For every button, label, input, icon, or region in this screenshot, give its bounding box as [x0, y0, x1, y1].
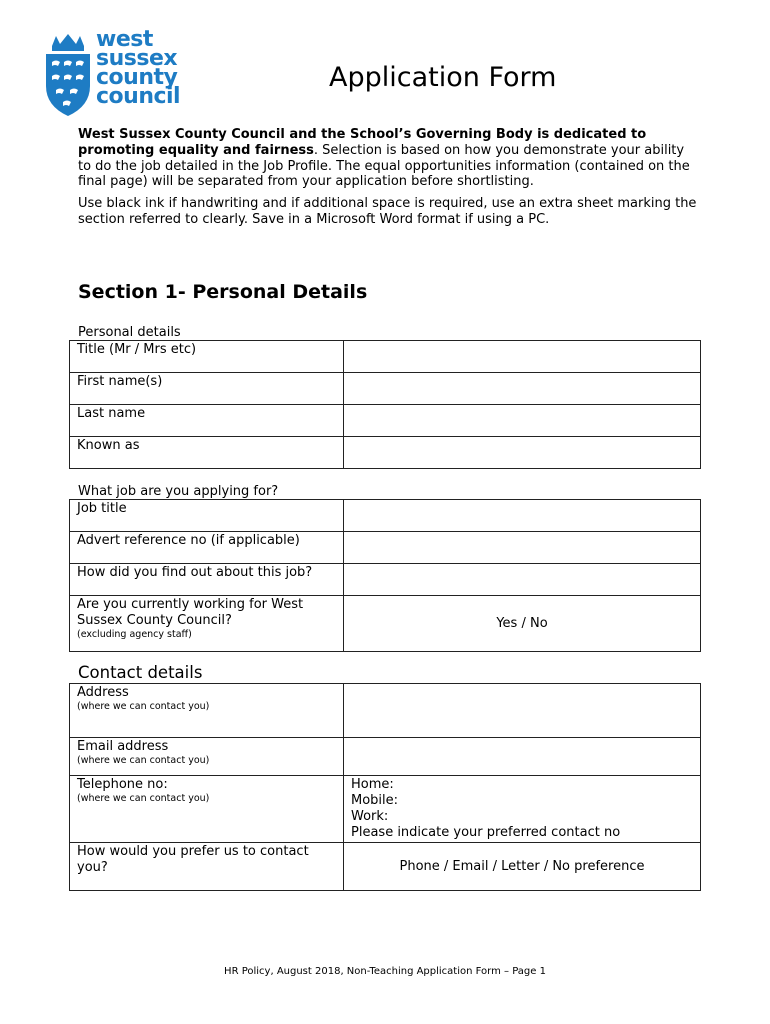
telephone-note: (where we can contact you) [77, 793, 210, 804]
table-row [70, 373, 701, 405]
logo-wordmark [96, 27, 181, 109]
logo-line: county [96, 65, 178, 90]
logo-line: sussex [96, 46, 178, 71]
table-row [70, 738, 701, 776]
field-label [70, 738, 344, 776]
contact-preference-field[interactable]: Phone / Email / Letter / No preference [344, 843, 701, 891]
job-applying-label: What job are you applying for? [78, 484, 279, 499]
email-note: (where we can contact you) [77, 755, 210, 766]
table-row [70, 684, 701, 738]
table-row [70, 532, 701, 564]
wscc-yes-no-field[interactable]: Yes / No [344, 596, 701, 652]
telephone-label: Telephone no: [77, 777, 168, 792]
wscc-question: Are you currently working for West Sussex County Council? [77, 597, 304, 628]
field-label: Job title [70, 500, 344, 532]
wscc-note: (excluding agency staff) [77, 629, 192, 640]
address-label: Address [77, 685, 129, 700]
logo-line: council [96, 84, 181, 109]
page-title: Application Form [329, 62, 557, 93]
last-name-field[interactable] [344, 405, 701, 437]
known-as-field[interactable] [344, 437, 701, 469]
shield-crest-icon [44, 34, 92, 118]
table-row [70, 843, 701, 891]
field-label: Title (Mr / Mrs etc) [70, 341, 344, 373]
section-title: Section 1- Personal Details [78, 281, 368, 303]
personal-details-label: Personal details [78, 325, 181, 340]
table-row [70, 596, 701, 652]
logo-line: west [96, 27, 153, 52]
table-row [70, 776, 701, 843]
telephone-field[interactable] [344, 776, 701, 843]
table-row [70, 437, 701, 469]
contact-details-table [69, 683, 701, 891]
personal-details-table [69, 340, 701, 469]
field-label: First name(s) [70, 373, 344, 405]
job-source-field[interactable] [344, 564, 701, 596]
phone-preference-note: Please indicate your preferred contact no [351, 825, 621, 840]
address-note: (where we can contact you) [77, 701, 210, 712]
advert-reference-field[interactable] [344, 532, 701, 564]
phone-home-label: Home: [351, 777, 394, 792]
intro-text [78, 127, 698, 234]
field-label [70, 684, 344, 738]
contact-details-label: Contact details [78, 663, 203, 682]
job-details-table [69, 499, 701, 652]
table-row [70, 564, 701, 596]
intro-paragraph-1 [78, 127, 698, 190]
email-field[interactable] [344, 738, 701, 776]
title-field[interactable] [344, 341, 701, 373]
intro-paragraph-2: Use black ink if handwriting and if additional space is required, use an extra sheet marking the section referred to clearly. Save in a Microsoft Word format if using a PC. [78, 196, 697, 227]
field-label: How would you prefer us to contact you? [70, 843, 344, 891]
table-row [70, 500, 701, 532]
table-row [70, 405, 701, 437]
council-logo [44, 27, 194, 118]
table-row [70, 341, 701, 373]
field-label [70, 596, 344, 652]
field-label: Last name [70, 405, 344, 437]
field-label [70, 776, 344, 843]
address-field[interactable] [344, 684, 701, 738]
first-name-field[interactable] [344, 373, 701, 405]
page-footer: HR Policy, August 2018, Non-Teaching Application Form – Page 1 [224, 966, 546, 977]
field-label: How did you find out about this job? [70, 564, 344, 596]
email-label: Email address [77, 739, 169, 754]
phone-work-label: Work: [351, 809, 389, 824]
intro-bold-statement: West Sussex County Council and the School’s Governing Body is dedicated to promoting equality and fairness [78, 127, 647, 158]
phone-mobile-label: Mobile: [351, 793, 399, 808]
job-title-field[interactable] [344, 500, 701, 532]
field-label: Known as [70, 437, 344, 469]
intro-rest: . Selection is based on how you demonstrate your ability to do the job detailed in the Job Profile. The equal opportunities information (contained on the final page) will be separated from your application before shortlisting. [78, 142, 690, 190]
field-label: Advert reference no (if applicable) [70, 532, 344, 564]
